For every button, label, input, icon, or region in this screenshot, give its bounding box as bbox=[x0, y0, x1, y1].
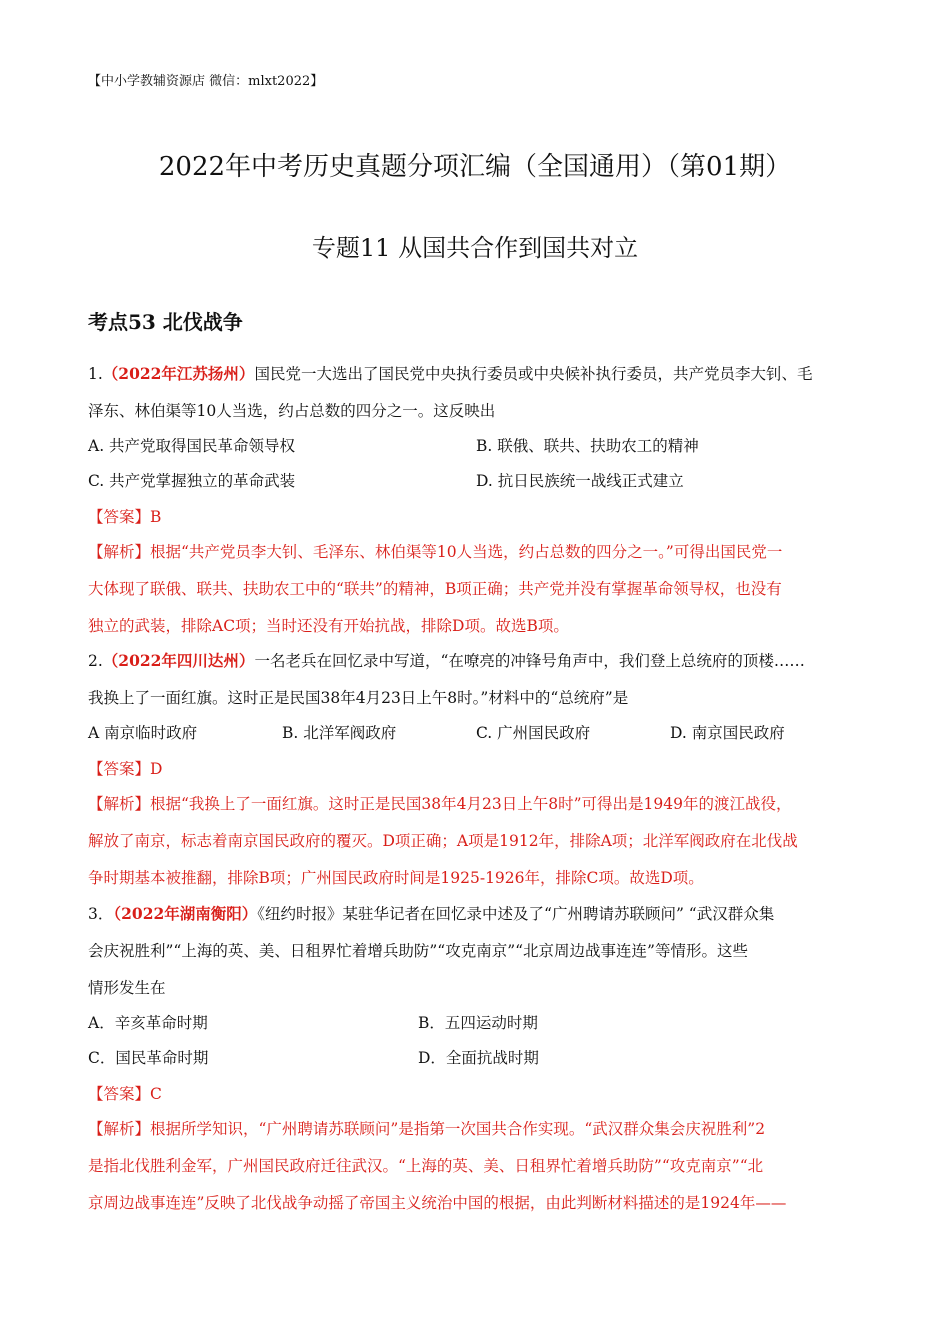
question-2-source: （2022年四川达州） bbox=[102, 651, 255, 670]
question-1-source: （2022年江苏扬州） bbox=[102, 364, 255, 383]
question-2-number: 2. bbox=[88, 652, 103, 670]
question-1-analysis-line-3: 独立的武装，排除AC项；当时还没有开始抗战，排除D项。故选B项。 bbox=[88, 617, 569, 635]
question-3-answer: 【答案】C bbox=[88, 1085, 162, 1103]
question-3-option-a: A．辛亥革命时期 bbox=[88, 1014, 208, 1032]
question-2-answer: 【答案】D bbox=[88, 760, 163, 778]
question-3-stem-text: 《纽约时报》某驻华记者在回忆录中述及了“广州聘请苏联顾问” “武汉群众集 bbox=[257, 905, 775, 923]
question-3-analysis-line-1: 【解析】根据所学知识，“广州聘请苏联顾问”是指第一次国共合作实现。“武汉群众集会庆祝胜利”2 bbox=[88, 1120, 766, 1138]
section-heading: 考点53 北伐战争 bbox=[88, 310, 243, 334]
question-3-analysis-line-3: 京周边战事连连”反映了北伐战争动摇了帝国主义统治中国的根据，由此判断材料描述的是1924年—— bbox=[88, 1194, 787, 1212]
question-2-analysis-line-3: 争时期基本被推翻，排除B项；广州国民政府时间是1925-1926年，排除C项。故选D项。 bbox=[88, 869, 704, 887]
question-1-analysis-line-1: 【解析】根据“共产党员李大钊、毛泽东、林伯渠等10人当选，约占总数的四分之一。”可得出国民党一 bbox=[88, 543, 783, 561]
question-3-stem-line-3: 情形发生在 bbox=[88, 979, 166, 997]
question-2-option-d: D. 南京国民政府 bbox=[670, 724, 785, 742]
question-3-option-d: D．全面抗战时期 bbox=[418, 1049, 539, 1067]
question-1-answer: 【答案】B bbox=[88, 508, 162, 526]
header-note: 【中小学教辅资源店 微信：mlxt2022】 bbox=[88, 74, 324, 89]
question-2-option-b: B. 北洋军阀政府 bbox=[282, 724, 397, 742]
question-1-option-c: C. 共产党掌握独立的革命武装 bbox=[88, 472, 296, 490]
document-title: 2022年中考历史真题分项汇编（全国通用）（第01期） bbox=[158, 152, 792, 182]
question-2-analysis-line-1: 【解析】根据“我换上了一面红旗。这时正是民国38年4月23日上午8时”可得出是1949年的渡江战役， bbox=[88, 795, 792, 813]
question-1-number: 1. bbox=[88, 365, 103, 383]
question-3-source: （2022年湖南衡阳） bbox=[113, 904, 258, 923]
question-2-option-a: A 南京临时政府 bbox=[88, 724, 198, 742]
question-2-stem-line-1 bbox=[88, 649, 805, 671]
question-1-option-a: A. 共产党取得国民革命领导权 bbox=[88, 437, 296, 455]
question-2-option-c: C. 广州国民政府 bbox=[476, 724, 591, 742]
question-1-analysis-line-2: 大体现了联俄、联共、扶助农工中的“联共”的精神，B项正确；共产党并没有掌握革命领导权，也没有 bbox=[88, 580, 782, 598]
question-1-option-d: D. 抗日民族统一战线正式建立 bbox=[476, 472, 684, 490]
question-3-number: 3． bbox=[88, 905, 114, 923]
question-3-option-c: C．国民革命时期 bbox=[88, 1049, 209, 1067]
question-3-stem-line-1 bbox=[88, 902, 774, 924]
question-3-analysis-line-2: 是指北伐胜利金军，广州国民政府迁往武汉。“上海的英、美、日租界忙着增兵助防”“攻克南京”“北 bbox=[88, 1157, 764, 1175]
question-3-stem-line-2: 会庆祝胜利”“上海的英、美、日租界忙着增兵助防”“攻克南京”“北京周边战事连连”等情形。这些 bbox=[88, 942, 748, 960]
question-1-stem-text: 国民党一大选出了国民党中央执行委员或中央候补执行委员，共产党员李大钊、毛 bbox=[254, 365, 813, 383]
question-1-stem-line-2: 泽东、林伯渠等10人当选，约占总数的四分之一。这反映出 bbox=[88, 402, 496, 420]
question-2-stem-line-2: 我换上了一面红旗。这时正是民国38年4月23日上午8时。”材料中的“总统府”是 bbox=[88, 689, 629, 707]
question-2-stem-text: 一名老兵在回忆录中写道，“在嘹亮的冲锋号角声中，我们登上总统府的顶楼…… bbox=[254, 652, 805, 670]
topic-title: 专题11 从国共合作到国共对立 bbox=[311, 234, 639, 262]
question-1-stem-line-1 bbox=[88, 362, 812, 384]
question-3-option-b: B．五四运动时期 bbox=[418, 1014, 538, 1032]
question-2-analysis-line-2: 解放了南京，标志着南京国民政府的覆灭。D项正确；A项是1912年，排除A项；北洋军阀政府在北伐战 bbox=[88, 832, 798, 850]
question-1-option-b: B. 联俄、联共、扶助农工的精神 bbox=[476, 437, 699, 455]
